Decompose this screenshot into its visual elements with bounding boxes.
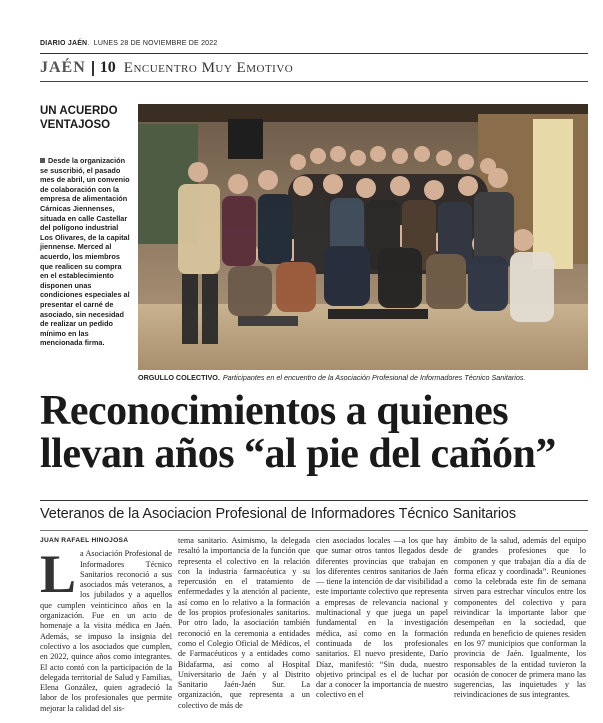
section-title: Encuentro Muy Emotivo (123, 59, 294, 76)
section-header (40, 58, 293, 78)
column-1-text: a Asociación Profesional de Informadores Técnico Sanitarios reconoció a sus asociados más veteranos, a los jubilados y a aquellos que cumplen veinticinco años en la organización. Fue en un acto de homenaje a la visita médica en Jaén. Además, se impuso la insignia del colectivo a los asociados que cumplen, en 2022, quince años como integrantes. El acto contó con la participación de la delegada territorial de Salud y Familias, Elena González, quien agradeció la labor de los profesionales que permite mejorar la calidad del sis- (40, 549, 172, 713)
section-city: JAÉN (40, 59, 86, 76)
article-column-1 (40, 536, 172, 723)
caption-text: Participantes en el encuentro de la Asociación Profesional de Informadores Técnico Sanitarios. (222, 373, 526, 382)
column-2-text: tema sanitario. Asimismo, la delegada resaltó la importancia de la función que representa el colectivo en la relación con la industria farmacéutica y su repercusión en el tratamiento de enfermedades y la atención al paciente, así como en lo relativo a la formación de los propios profesionales sanitarios. Por otro lado, la asociación también reconoció en la ceremonia a entidades como el Colegio Oficial de Médicos, el de Farmacéuticos y a entidades como Bidafarma, así como al Hospital Universitario de Jaén y al Distrito Sanitario Jaén-Jaén Sur. La organización, que representa a un colectivo de más de (178, 536, 310, 710)
subtitle-rule-top (40, 500, 588, 501)
paper-name: DIARIO JAÉN (40, 40, 88, 47)
page-number: 10 (99, 59, 116, 76)
drop-cap: L (40, 544, 77, 605)
group-photo (138, 104, 588, 370)
section-rule (40, 81, 588, 82)
article-column-2 (178, 536, 310, 723)
group-photo-image (138, 104, 588, 370)
subtitle-rule-bottom (40, 530, 588, 531)
square-bullet-icon (40, 158, 45, 163)
masthead-rule (40, 53, 588, 54)
masthead: DIARIO JAÉN. LUNES 28 DE NOVIEMBRE DE 2022 (40, 40, 218, 47)
headline: Reconocimientos a quienes llevan años “al pie del cañón” (40, 388, 556, 477)
byline: JUAN RAFAEL HINOJOSA (40, 537, 129, 544)
column-3-text: cien asociados locales —a los que hay que sumar otros tantos llegados desde diferentes provincias que trabajan en los diferentes centros sanitarios de Jaén— tiene la intención de dar visibilidad a este importante colectivo que representa a empresas de relevancia nacional y multinacional y que juega un papel fundamental en la investigación médica, así como en la formación continuada de los profesionales sanitarios. El nuevo presidente, Darío Díaz, manifestó: “Sin duda, nuestro objetivo principal es el de luchar por dar a conocer la importancia de nuestro colectivo en el (316, 536, 448, 700)
sidebar-body (40, 156, 132, 348)
article-column-4 (454, 536, 586, 723)
subtitle: Veteranos de la Asociacion Profesional de Informadores Técnico Sanitarios (40, 506, 517, 522)
section-divider (92, 61, 94, 76)
article-column-3 (316, 536, 448, 723)
issue-date: LUNES 28 DE NOVIEMBRE DE 2022 (93, 40, 218, 47)
caption-label: ORGULLO COLECTIVO. (138, 373, 220, 382)
sidebar-heading: UN ACUERDO VENTAJOSO (40, 105, 118, 131)
sidebar-text: Desde la organización se suscribió, el pasado mes de abril, un convenio de colaboración con la empresa de alimentación Cárnicas Jiennenses, situada en calle Castellar del polígono industrial Los Olivares, de la capital jiennense. Merced al acuerdo, los miembros que realicen su compra en el establecimiento disponen unas condiciones especiales al presentar el carné de asociado, sin necesidad de realizar un pedido mínimo en las mencionada firma. (40, 156, 130, 348)
photo-caption (138, 373, 588, 382)
column-4-text: ámbito de la salud, además del equipo de grandes profesiones que lo componen y que trabajan día a día de forma eficaz y coordinada”. Reuniones como la celebrada este fin de semana sirven para estrechar vínculos entre los componentes del colectivo y para reivindicar la importante labor que desempeñan en la sociedad, que redunda en beneficio de quienes residen en los 97 municipios que conforman la provincia de Jaén. Igualmente, los responsables de la entidad tuvieron la ocasión de conocer de primera mano las sugerencias, las inquietudes y las reivindicaciones de sus integrantes. (454, 536, 586, 700)
